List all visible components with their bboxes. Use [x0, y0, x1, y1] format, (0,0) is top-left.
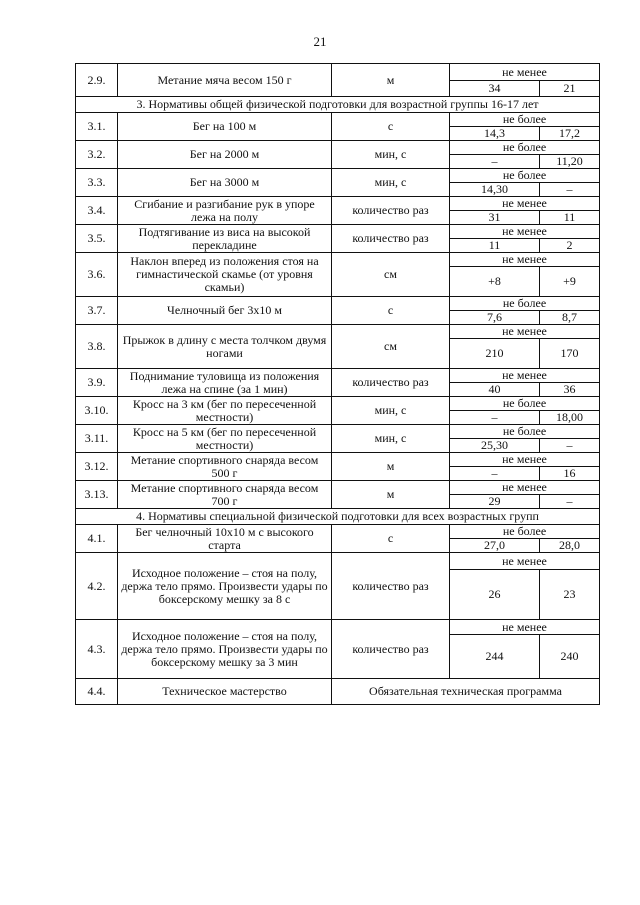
condition-cell: не менее	[450, 225, 600, 239]
exercise-name: Прыжок в длину с места толчком двумя ногами	[118, 325, 332, 369]
exercise-name: Бег на 3000 м	[118, 169, 332, 197]
value-cell-1: +8	[450, 267, 540, 297]
value-cell-2: 36	[540, 383, 600, 397]
unit-cell: см	[332, 325, 450, 369]
row-number: 3.5.	[76, 225, 118, 253]
section-title: 3. Нормативы общей физической подготовки для возрастной группы 16-17 лет	[76, 97, 600, 113]
standards-table	[75, 63, 600, 705]
exercise-name: Бег на 100 м	[118, 113, 332, 141]
row-number: 4.3.	[76, 620, 118, 679]
value-cell-1: 14,30	[450, 183, 540, 197]
table-row	[76, 297, 600, 311]
condition-cell: не менее	[450, 620, 600, 635]
table-row	[76, 453, 600, 467]
row-number: 3.11.	[76, 425, 118, 453]
exercise-name: Бег челночный 10х10 м с высокого старта	[118, 525, 332, 553]
standards-table-body	[76, 64, 600, 705]
unit-cell: м	[332, 64, 450, 97]
value-cell-2: 240	[540, 635, 600, 679]
condition-cell: не менее	[450, 64, 600, 81]
row-number: 4.4.	[76, 679, 118, 705]
exercise-name: Наклон вперед из положения стоя на гимнастической скамье (от уровня скамьи)	[118, 253, 332, 297]
value-cell-2: 170	[540, 339, 600, 369]
unit-cell: количество раз	[332, 620, 450, 679]
table-row	[76, 325, 600, 339]
exercise-name: Челночный бег 3х10 м	[118, 297, 332, 325]
row-number: 3.7.	[76, 297, 118, 325]
condition-cell: не менее	[450, 325, 600, 339]
value-cell-1: 244	[450, 635, 540, 679]
exercise-name: Подтягивание из виса на высокой перекладине	[118, 225, 332, 253]
exercise-name: Метание спортивного снаряда весом 500 г	[118, 453, 332, 481]
unit-cell: с	[332, 113, 450, 141]
condition-cell: не более	[450, 113, 600, 127]
exercise-name: Поднимание туловища из положения лежа на спине (за 1 мин)	[118, 369, 332, 397]
table-row	[76, 369, 600, 383]
row-number: 3.4.	[76, 197, 118, 225]
value-cell-1: –	[450, 467, 540, 481]
condition-cell: не менее	[450, 253, 600, 267]
value-cell-2: 21	[540, 81, 600, 97]
section-title: 4. Нормативы специальной физической подготовки для всех возрастных групп	[76, 509, 600, 525]
exercise-name: Исходное положение – стоя на полу, держа тело прямо. Произвести удары по боксерскому мешку за 3 мин	[118, 620, 332, 679]
row-number: 3.2.	[76, 141, 118, 169]
condition-cell: не более	[450, 525, 600, 539]
row-number: 3.9.	[76, 369, 118, 397]
unit-cell: м	[332, 453, 450, 481]
condition-cell: не менее	[450, 369, 600, 383]
table-row	[76, 225, 600, 239]
value-cell-2: –	[540, 495, 600, 509]
exercise-name: Сгибание и разгибание рук в упоре лежа на полу	[118, 197, 332, 225]
table-row	[76, 141, 600, 155]
value-cell-2: 18,00	[540, 411, 600, 425]
value-cell-1: –	[450, 411, 540, 425]
row-number: 3.12.	[76, 453, 118, 481]
exercise-name: Исходное положение – стоя на полу, держа тело прямо. Произвести удары по боксерскому мешку за 8 с	[118, 553, 332, 620]
row-number: 3.1.	[76, 113, 118, 141]
value-cell-1: 31	[450, 211, 540, 225]
table-row	[76, 169, 600, 183]
value-cell-2: 16	[540, 467, 600, 481]
unit-cell: количество раз	[332, 225, 450, 253]
table-row	[76, 481, 600, 495]
table-row	[76, 620, 600, 635]
value-cell-1: 29	[450, 495, 540, 509]
value-cell-1: 40	[450, 383, 540, 397]
value-cell-1: –	[450, 155, 540, 169]
exercise-name: Кросс на 5 км (бег по пересеченной местности)	[118, 425, 332, 453]
row-number: 3.13.	[76, 481, 118, 509]
value-cell-1: 7,6	[450, 311, 540, 325]
condition-cell: не более	[450, 425, 600, 439]
unit-cell: см	[332, 253, 450, 297]
value-cell-2: 11	[540, 211, 600, 225]
condition-cell: не менее	[450, 553, 600, 570]
value-cell-2: –	[540, 439, 600, 453]
table-row	[76, 425, 600, 439]
unit-cell: мин, с	[332, 397, 450, 425]
condition-cell: не менее	[450, 453, 600, 467]
table-row	[76, 64, 600, 81]
value-cell-1: 25,30	[450, 439, 540, 453]
row-number: 3.8.	[76, 325, 118, 369]
unit-cell: м	[332, 481, 450, 509]
value-cell-2: –	[540, 183, 600, 197]
value-cell-1: 27,0	[450, 539, 540, 553]
row-number: 4.1.	[76, 525, 118, 553]
requirement-text: Обязательная техническая программа	[332, 679, 600, 705]
value-cell-2: 17,2	[540, 127, 600, 141]
table-row	[76, 679, 600, 705]
unit-cell: мин, с	[332, 425, 450, 453]
section-row	[76, 509, 600, 525]
table-row	[76, 197, 600, 211]
unit-cell: количество раз	[332, 553, 450, 620]
unit-cell: с	[332, 525, 450, 553]
row-number: 2.9.	[76, 64, 118, 97]
value-cell-1: 34	[450, 81, 540, 97]
condition-cell: не более	[450, 397, 600, 411]
value-cell-2: 11,20	[540, 155, 600, 169]
exercise-name: Бег на 2000 м	[118, 141, 332, 169]
condition-cell: не более	[450, 297, 600, 311]
unit-cell: с	[332, 297, 450, 325]
condition-cell: не более	[450, 169, 600, 183]
unit-cell: мин, с	[332, 141, 450, 169]
table-row	[76, 553, 600, 570]
exercise-name: Метание мяча весом 150 г	[118, 64, 332, 97]
unit-cell: количество раз	[332, 197, 450, 225]
value-cell-1: 26	[450, 570, 540, 620]
row-number: 3.10.	[76, 397, 118, 425]
condition-cell: не менее	[450, 481, 600, 495]
condition-cell: не менее	[450, 197, 600, 211]
row-number: 3.6.	[76, 253, 118, 297]
unit-cell: мин, с	[332, 169, 450, 197]
unit-cell: количество раз	[332, 369, 450, 397]
table-row	[76, 397, 600, 411]
exercise-name: Кросс на 3 км (бег по пересеченной местности)	[118, 397, 332, 425]
value-cell-1: 210	[450, 339, 540, 369]
exercise-name: Техническое мастерство	[118, 679, 332, 705]
row-number: 3.3.	[76, 169, 118, 197]
row-number: 4.2.	[76, 553, 118, 620]
value-cell-2: +9	[540, 267, 600, 297]
value-cell-1: 11	[450, 239, 540, 253]
section-row	[76, 97, 600, 113]
exercise-name: Метание спортивного снаряда весом 700 г	[118, 481, 332, 509]
value-cell-1: 14,3	[450, 127, 540, 141]
page-number: 21	[313, 34, 327, 49]
table-row	[76, 253, 600, 267]
table-row	[76, 113, 600, 127]
condition-cell: не более	[450, 141, 600, 155]
table-row	[76, 525, 600, 539]
value-cell-2: 8,7	[540, 311, 600, 325]
value-cell-2: 23	[540, 570, 600, 620]
value-cell-2: 2	[540, 239, 600, 253]
value-cell-2: 28,0	[540, 539, 600, 553]
